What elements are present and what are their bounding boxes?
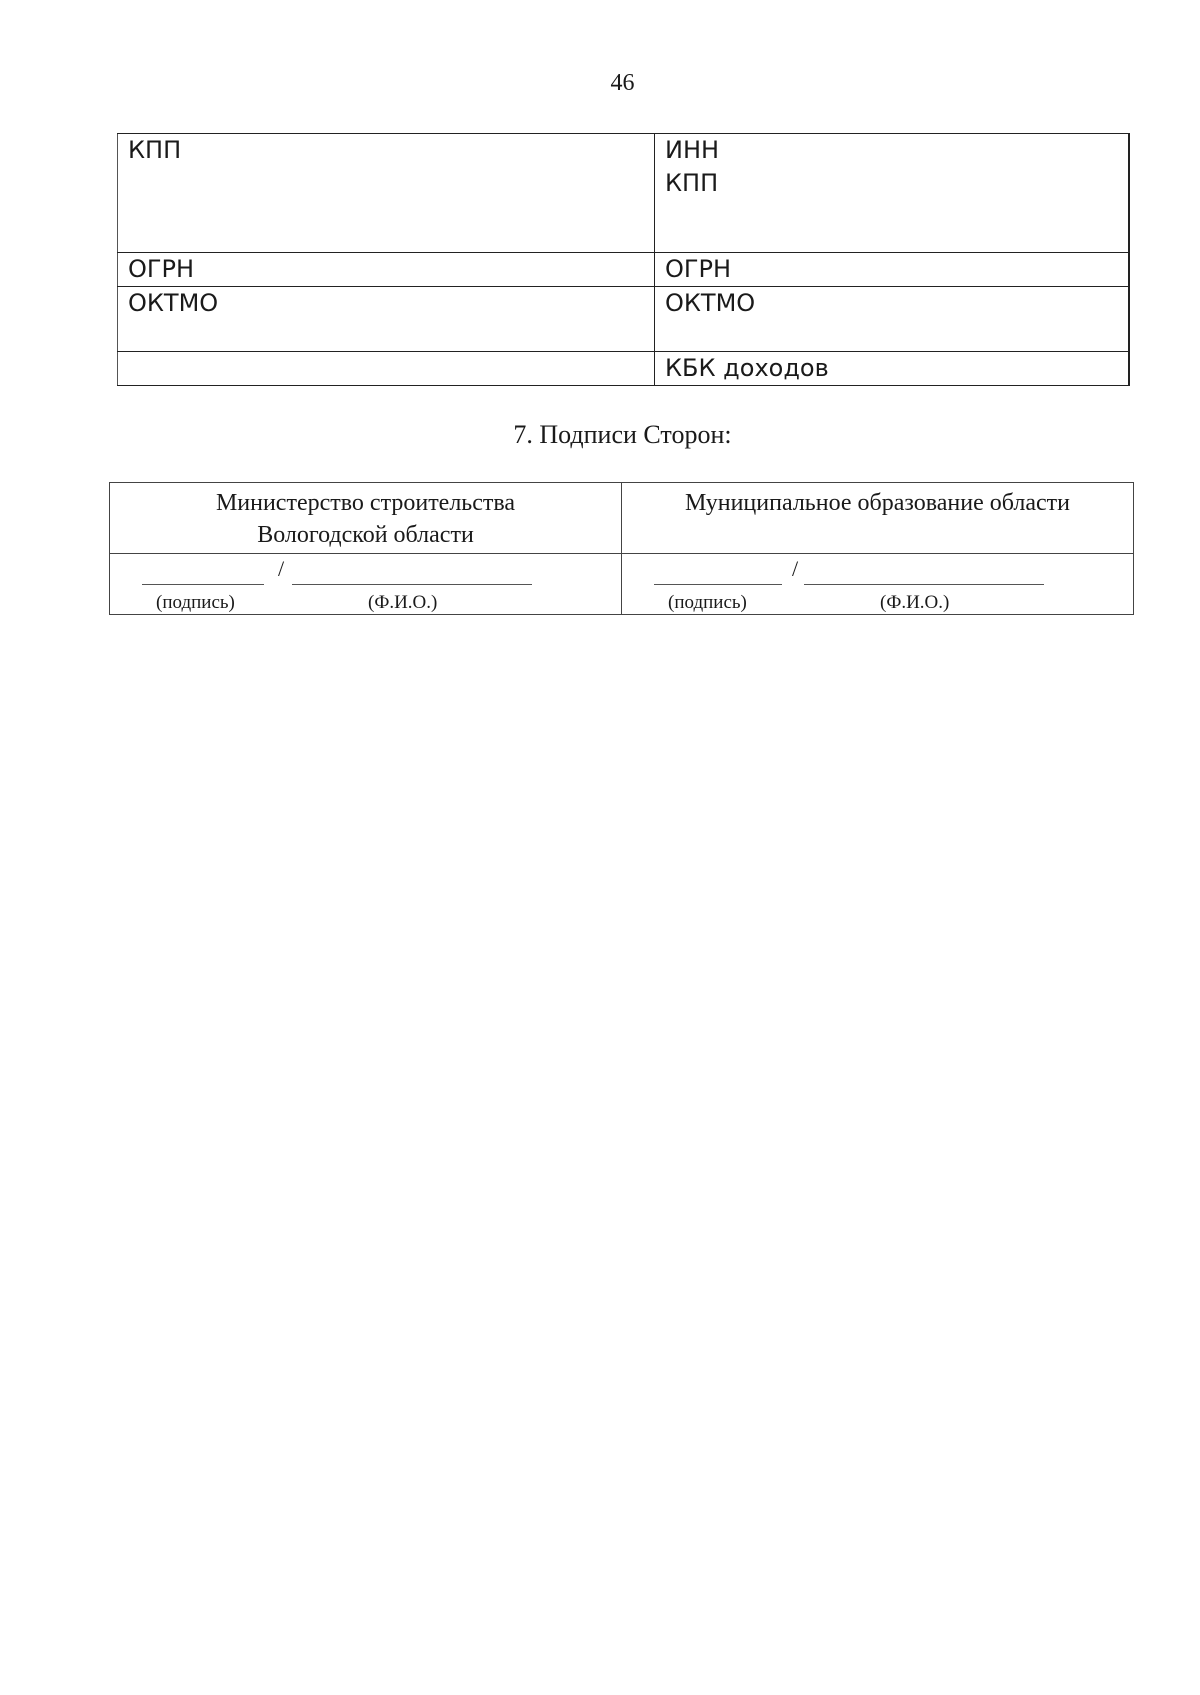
requisites-row-ogrn [118,253,1129,287]
left-oktmo-cell [118,287,655,352]
right-party-cell [622,483,1134,554]
right-inn-kpp-cell [655,134,1129,253]
left-party-line2: Вологодской области [257,522,474,548]
signatures-sign-row [110,554,1134,615]
requisites-row-oktmo [118,287,1129,352]
left-signature-line [142,584,264,585]
requisites-row-kpp-inn [118,134,1129,253]
right-name-line [804,584,1044,585]
right-ogrn-cell [655,253,1129,287]
page-number: 46 [610,70,635,96]
right-kbk-label: КБК доходов [665,354,829,382]
left-kpp-cell [118,134,655,253]
left-name-caption: (Ф.И.О.) [368,592,438,613]
right-slash: / [792,556,799,581]
signatures-header-row [110,483,1134,554]
left-party-cell [110,483,622,554]
right-signature-line [654,584,782,585]
right-kpp-label: КПП [665,169,719,197]
right-oktmo-label: ОКТМО [665,289,756,317]
section-title: 7. Подписи Сторон: [513,420,732,449]
right-inn-label: ИНН [665,136,720,164]
left-party-line1: Министерство строительства [215,490,516,516]
right-party-name: Муниципальное образование области [685,490,1070,516]
left-ogrn-cell [118,253,655,287]
requisites-row-kbk [118,352,1129,386]
left-slash: / [278,556,285,581]
right-kbk-cell [655,352,1129,386]
right-oktmo-cell [655,287,1129,352]
left-empty-cell [118,352,655,386]
right-name-caption: (Ф.И.О.) [880,592,950,613]
left-name-line [292,584,532,585]
right-sign-cell [622,554,1134,615]
requisites-table [117,133,1130,386]
left-ogrn-label: ОГРН [128,255,195,283]
right-ogrn-label: ОГРН [665,255,732,283]
left-sign-cell [110,554,622,615]
left-kpp-label: КПП [128,136,182,164]
right-signature-caption: (подпись) [668,592,747,613]
signatures-table [109,482,1134,615]
left-signature-caption: (подпись) [156,592,235,613]
left-oktmo-label: ОКТМО [128,289,219,317]
